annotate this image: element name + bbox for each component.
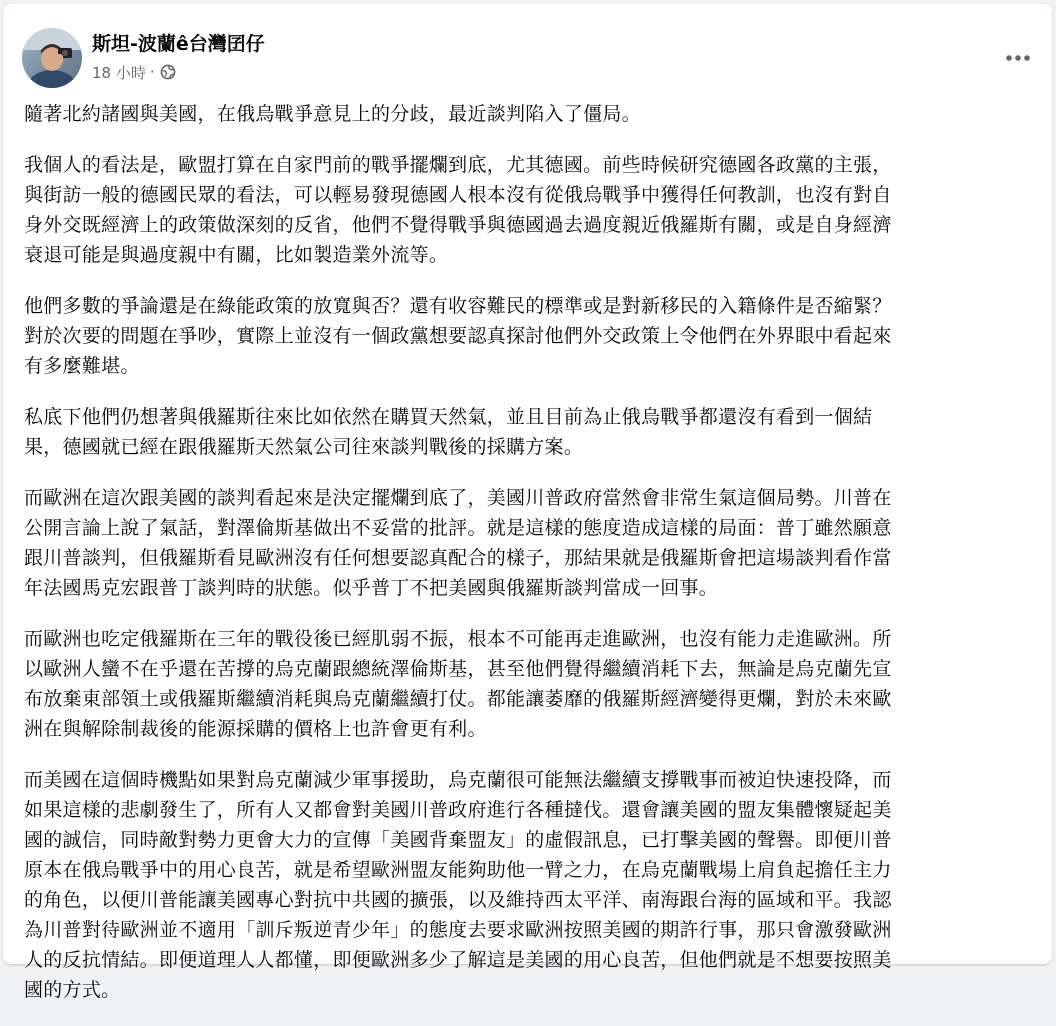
post-meta bbox=[92, 62, 176, 82]
post-paragraph-6: 而歐洲也吃定俄羅斯在三年的戰役後已經肌弱不振，根本不可能再走進歐洲，也沒有能力走進歐洲。所 以歐洲人蠻不在乎還在苦撐的烏克蘭跟總統澤倫斯基，甚至他們覺得繼續消耗下去，無論是烏克蘭先宣 布放棄東部領土或俄羅斯繼續消耗與烏克蘭繼續打仗。都能讓萎靡的俄羅斯經濟變得更爛，對於未來歐 洲在與解除制裁後的能源採購的價格上也許會更有利。 bbox=[24, 628, 892, 740]
post-paragraph-4: 私底下他們仍想著與俄羅斯往來比如依然在購買天然氣，並且目前為止俄烏戰爭都還沒有看到一個結 果，德國就已經在跟俄羅斯天然氣公司往來談判戰後的採購方案。 bbox=[24, 406, 873, 458]
avatar-image bbox=[22, 28, 82, 88]
post-body bbox=[24, 99, 1040, 1026]
more-options-button[interactable] bbox=[998, 38, 1038, 78]
post-header bbox=[3, 4, 1052, 100]
post-timestamp[interactable]: 18 小時 bbox=[92, 63, 146, 82]
post-card bbox=[3, 4, 1052, 1001]
more-horizontal-icon bbox=[1005, 54, 1031, 62]
post-paragraph-3: 他們多數的爭論還是在綠能政策的放寬與否？還有收容難民的標準或是對新移民的入籍條件是否縮緊？ 對於次要的問題在爭吵，實際上並沒有一個政黨想要認真探討他們外交政策上令他們在外界眼中看起來 有多麼難堪。 bbox=[24, 295, 892, 377]
post-paragraph-5: 而歐洲在這次跟美國的談判看起來是決定擺爛到底了，美國川普政府當然會非常生氣這個局勢。川普在 公開言論上說了氣話，對澤倫斯基做出不妥當的批評。就是這樣的態度造成這樣的局面：普丁雖然願意 跟川普談判，但俄羅斯看見歐洲沒有任何想要認真配合的樣子，那結果就是俄羅斯會把這場談判看作當 年法國馬克宏跟普丁談判時的狀態。似乎普丁不把美國與俄羅斯談判當成一回事。 bbox=[24, 487, 892, 599]
post-paragraph-1: 隨著北約諸國與美國，在俄烏戰爭意見上的分歧，最近談判陷入了僵局。 bbox=[24, 103, 641, 125]
globe-icon[interactable] bbox=[160, 64, 176, 80]
avatar[interactable] bbox=[22, 28, 82, 88]
meta-separator: · bbox=[149, 63, 155, 81]
post-paragraph-7: 而美國在這個時機點如果對烏克蘭減少軍事援助，烏克蘭很可能無法繼續支撐戰事而被迫快速投降，而 如果這樣的悲劇發生了，所有人又都會對美國川普政府進行各種撻伐。還會讓美國的盟友集體懷疑起美 國的誠信，同時敵對勢力更會大力的宣傳「美國背棄盟友」的虛假訊息，已打擊美國的聲譽。即便川普 原本在俄烏戰爭中的用心良苦，就是希望歐洲盟友能夠助他一臂之力，在烏克蘭戰場上肩負起擔任主力 的角色，以便川普能讓美國專心對抗中共國的擴張，以及維持西太平洋、南海跟台海的區域和平。我認 為川普對待歐洲並不適用「訓斥叛逆青少年」的態度去要求歐洲按照美國的期許行事，那只會激發歐洲 人的反抗情結。即便道理人人都懂，即便歐洲多少了解這是美國的用心良苦，但他們就是不想要按照美 國的方式。 bbox=[24, 769, 892, 1001]
post-paragraph-2: 我個人的看法是，歐盟打算在自家門前的戰爭擺爛到底，尤其德國。前些時候研究德國各政黨的主張， 與街訪一般的德國民眾的看法，可以輕易發現德國人根本沒有從俄烏戰爭中獲得任何教訓，也沒有對自 身外交既經濟上的政策做深刻的反省，他們不覺得戰爭與德國過去過度親近俄羅斯有關，或是自身經濟 衰退可能是與過度親中有關，比如製造業外流等。 bbox=[24, 154, 892, 266]
author-name[interactable]: 斯坦-波蘭ê台灣囝仔 bbox=[92, 33, 265, 55]
